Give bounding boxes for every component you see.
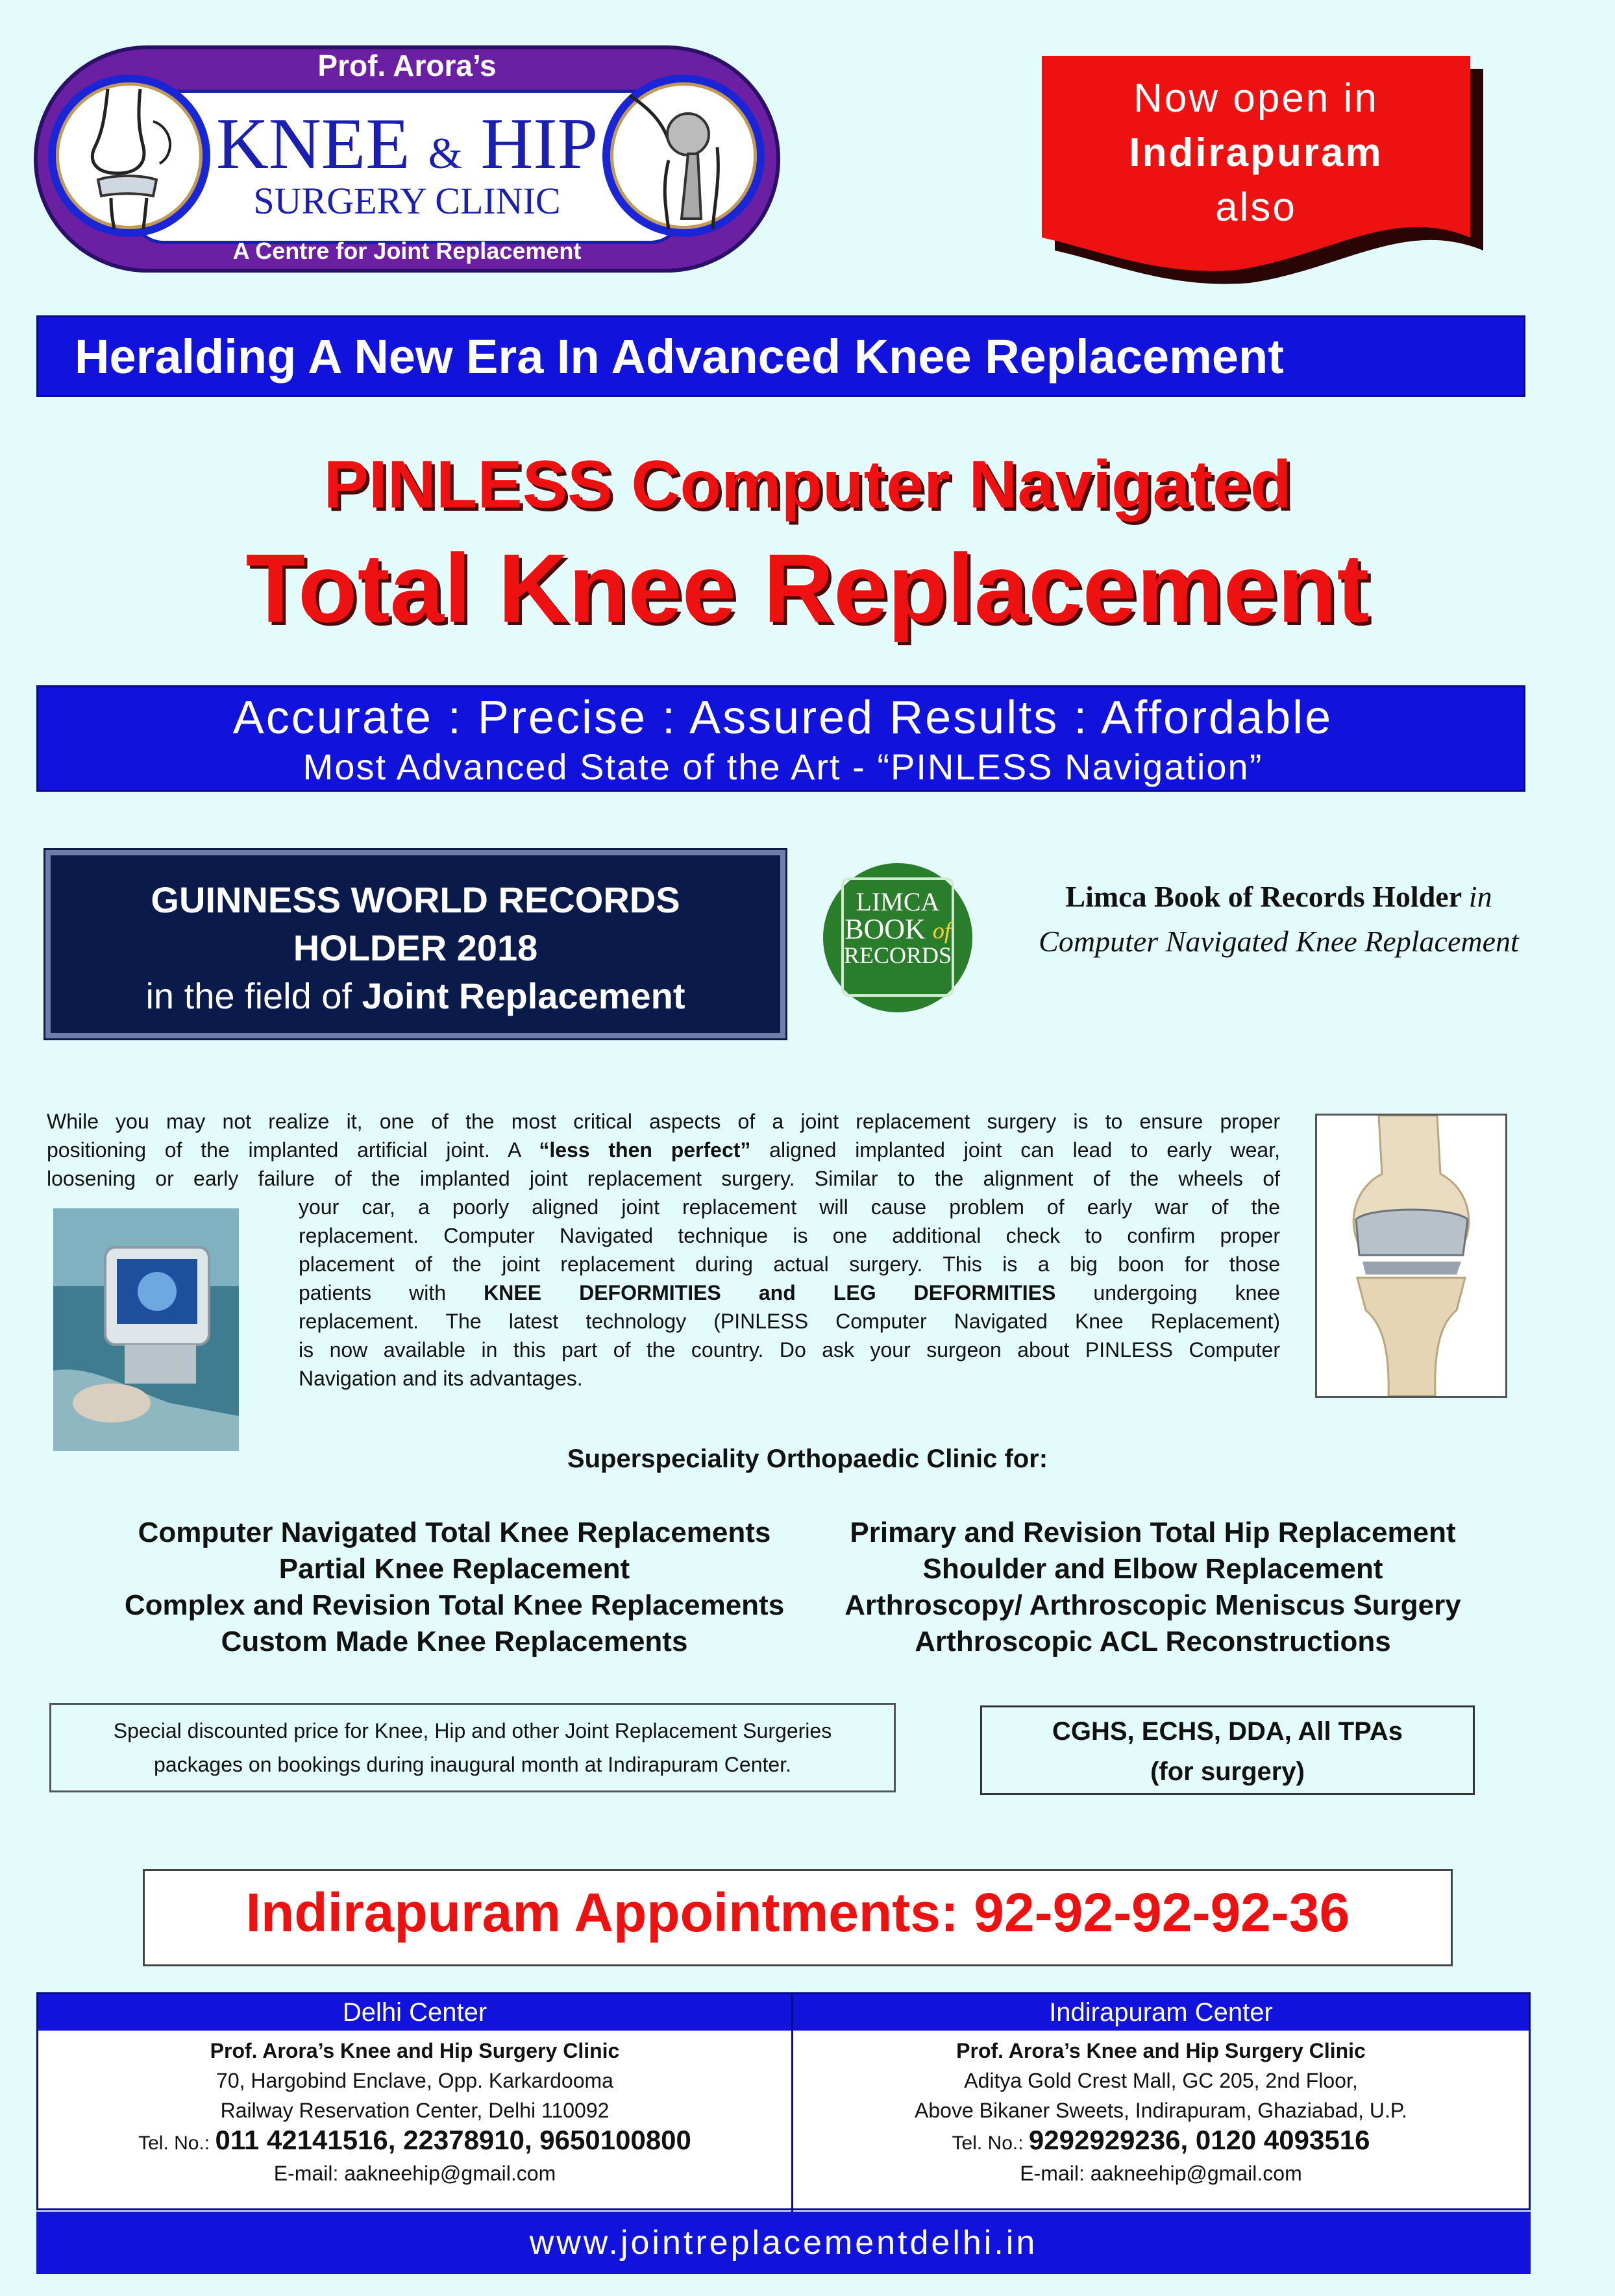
flag-line-1: Now open in bbox=[1133, 76, 1379, 121]
cghs-line2: (for surgery) bbox=[1150, 1757, 1305, 1786]
banner-accurate bbox=[36, 685, 1525, 792]
list-item: Arthroscopy/ Arthroscopic Meniscus Surgery bbox=[844, 1589, 1461, 1621]
now-open-flag bbox=[1042, 56, 1483, 289]
delhi-tel-number[interactable]: 011 42141516, 22378910, 9650100800 bbox=[215, 2125, 691, 2155]
knee-implant-photo bbox=[1315, 1114, 1507, 1398]
discount-line2: packages on bookings during inaugural month at Indirapuram Center. bbox=[154, 1753, 791, 1776]
guinness-line3-a: in the field of bbox=[145, 975, 362, 1016]
limca-logo-l1: LIMCA bbox=[856, 887, 940, 916]
limca-logo-l2: BOOK of bbox=[844, 913, 951, 945]
guinness-line1: GUINNESS WORLD RECORDS bbox=[151, 879, 680, 920]
delhi-tel: Tel. No.: 011 42141516, 22378910, 9650100800 bbox=[138, 2125, 691, 2155]
clinic-right-column bbox=[770, 1515, 1536, 1660]
discount-box bbox=[49, 1703, 896, 1792]
guinness-line3 bbox=[51, 975, 780, 1017]
delhi-center-address bbox=[38, 2031, 791, 2212]
delhi-center-header: Delhi Center bbox=[38, 1994, 791, 2031]
indirapuram-tel-number[interactable]: 9292929236, 0120 4093516 bbox=[1028, 2125, 1370, 2155]
list-item: Partial Knee Replacement bbox=[278, 1553, 630, 1585]
para-line: is now available in this part of the country. Do ask your surgeon about PINLESS Computer bbox=[299, 1338, 1280, 1362]
indirapuram-addr1: Aditya Gold Crest Mall, GC 205, 2nd Floor, bbox=[964, 2069, 1358, 2092]
list-item: Primary and Revision Total Hip Replacement bbox=[850, 1517, 1456, 1548]
para-line: loosening or early failure of the implanted joint replacement surgery. Similar to the alignment of the wheels of bbox=[47, 1167, 1280, 1190]
limca-line2: Computer Navigated Knee Replacement bbox=[1039, 925, 1519, 958]
appointment-phone[interactable]: Indirapuram Appointments: 92-92-92-92-36 bbox=[143, 1869, 1453, 1966]
clinic-heading: Superspeciality Orthopaedic Clinic for: bbox=[567, 1445, 1048, 1473]
delhi-addr1: 70, Hargobind Enclave, Opp. Karkardooma bbox=[216, 2069, 613, 2092]
list-item: Shoulder and Elbow Replacement bbox=[922, 1553, 1383, 1585]
limca-logo-l4: RECORDS bbox=[844, 942, 952, 968]
logo-tagline: A Centre for Joint Replacement bbox=[232, 238, 582, 264]
limca-logo-l3: of bbox=[932, 918, 951, 944]
para-line: While you may not realize it, one of the most critical aspects of a joint replacement surgery is to ensure proper bbox=[47, 1110, 1280, 1133]
indirapuram-center-header: Indirapuram Center bbox=[793, 1994, 1529, 2031]
limca-text bbox=[987, 879, 1571, 959]
delhi-addr2: Railway Reservation Center, Delhi 110092 bbox=[220, 2099, 610, 2122]
para-line: placement of the joint replacement during actual surgery. This is a big boon for those bbox=[299, 1252, 1280, 1276]
banner-accurate-line2: Most Advanced State of the Art - “PINLESS Navigation” bbox=[302, 746, 1263, 787]
list-item: Computer Navigated Total Knee Replacements bbox=[138, 1517, 771, 1548]
headline-tkr: Total Knee Replacement bbox=[245, 533, 1370, 642]
guinness-box bbox=[45, 850, 785, 1038]
para-line: positioning of the implanted artificial joint. A “less then perfect” aligned implanted joint can lead to early wear, bbox=[47, 1138, 1281, 1162]
delhi-email[interactable]: E-mail: aakneehip@gmail.com bbox=[273, 2162, 556, 2185]
banner-accurate-line1: Accurate : Precise : Assured Results : Affordable bbox=[232, 692, 1333, 744]
clinic-left-column bbox=[71, 1515, 837, 1660]
para-line: your car, a poorly aligned joint replacement will cause problem of early war of the bbox=[299, 1195, 1280, 1219]
indirapuram-email[interactable]: E-mail: aakneehip@gmail.com bbox=[1020, 2162, 1302, 2185]
list-item: Complex and Revision Total Knee Replacements bbox=[124, 1589, 785, 1621]
para-line: replacement. The latest technology (PINLESS Computer Navigated Knee Replacement) bbox=[299, 1310, 1280, 1333]
headline-pinless: PINLESS Computer Navigated bbox=[323, 447, 1292, 522]
website-link[interactable]: www.jointreplacementdelhi.in bbox=[36, 2212, 1531, 2274]
logo-prof: Prof. Arora’s bbox=[317, 49, 497, 82]
clinic-logo bbox=[34, 45, 780, 273]
para-line: Navigation and its advantages. bbox=[299, 1367, 583, 1390]
banner-heralding: Heralding A New Era In Advanced Knee Replacement bbox=[36, 315, 1525, 397]
flag-line-2: Indirapuram bbox=[1129, 130, 1383, 175]
cghs-line1: CGHS, ECHS, DDA, All TPAs bbox=[1052, 1717, 1403, 1746]
para-line: patients with KNEE DEFORMITIES and LEG DEFORMITIES undergoing knee bbox=[299, 1281, 1280, 1304]
logo-title-knee: KNEE bbox=[216, 104, 410, 184]
logo-subtitle: SURGERY CLINIC bbox=[253, 180, 561, 222]
logo-title-amp: & bbox=[428, 128, 463, 178]
indirapuram-tel: Tel. No.: 9292929236, 0120 4093516 bbox=[952, 2125, 1370, 2155]
delhi-clinic-name: Prof. Arora’s Knee and Hip Surgery Clinic bbox=[210, 2039, 620, 2062]
logo-title-hip: HIP bbox=[480, 104, 598, 184]
indirapuram-clinic-name: Prof. Arora’s Knee and Hip Surgery Clinic bbox=[956, 2039, 1366, 2062]
limca-line1: Limca Book of Records Holder in bbox=[1065, 880, 1492, 913]
list-item: Custom Made Knee Replacements bbox=[221, 1626, 688, 1657]
logo-title bbox=[131, 104, 683, 184]
para-line: replacement. Computer Navigated technique is one additional check to confirm proper bbox=[299, 1224, 1280, 1247]
guinness-line3-b: Joint Replacement bbox=[362, 975, 685, 1016]
limca-logo bbox=[823, 863, 972, 1012]
guinness-line2: HOLDER 2018 bbox=[293, 927, 538, 968]
discount-line1: Special discounted price for Knee, Hip and other Joint Replacement Surgeries bbox=[113, 1719, 832, 1742]
address-table bbox=[36, 1992, 1531, 2210]
list-item: Arthroscopic ACL Reconstructions bbox=[915, 1626, 1391, 1657]
cghs-box bbox=[980, 1705, 1475, 1795]
indirapuram-center-address bbox=[793, 2031, 1529, 2212]
flag-line-3: also bbox=[1215, 185, 1297, 230]
navigation-device-photo bbox=[53, 1208, 239, 1451]
indirapuram-addr2: Above Bikaner Sweets, Indirapuram, Ghaziabad, U.P. bbox=[915, 2099, 1407, 2122]
